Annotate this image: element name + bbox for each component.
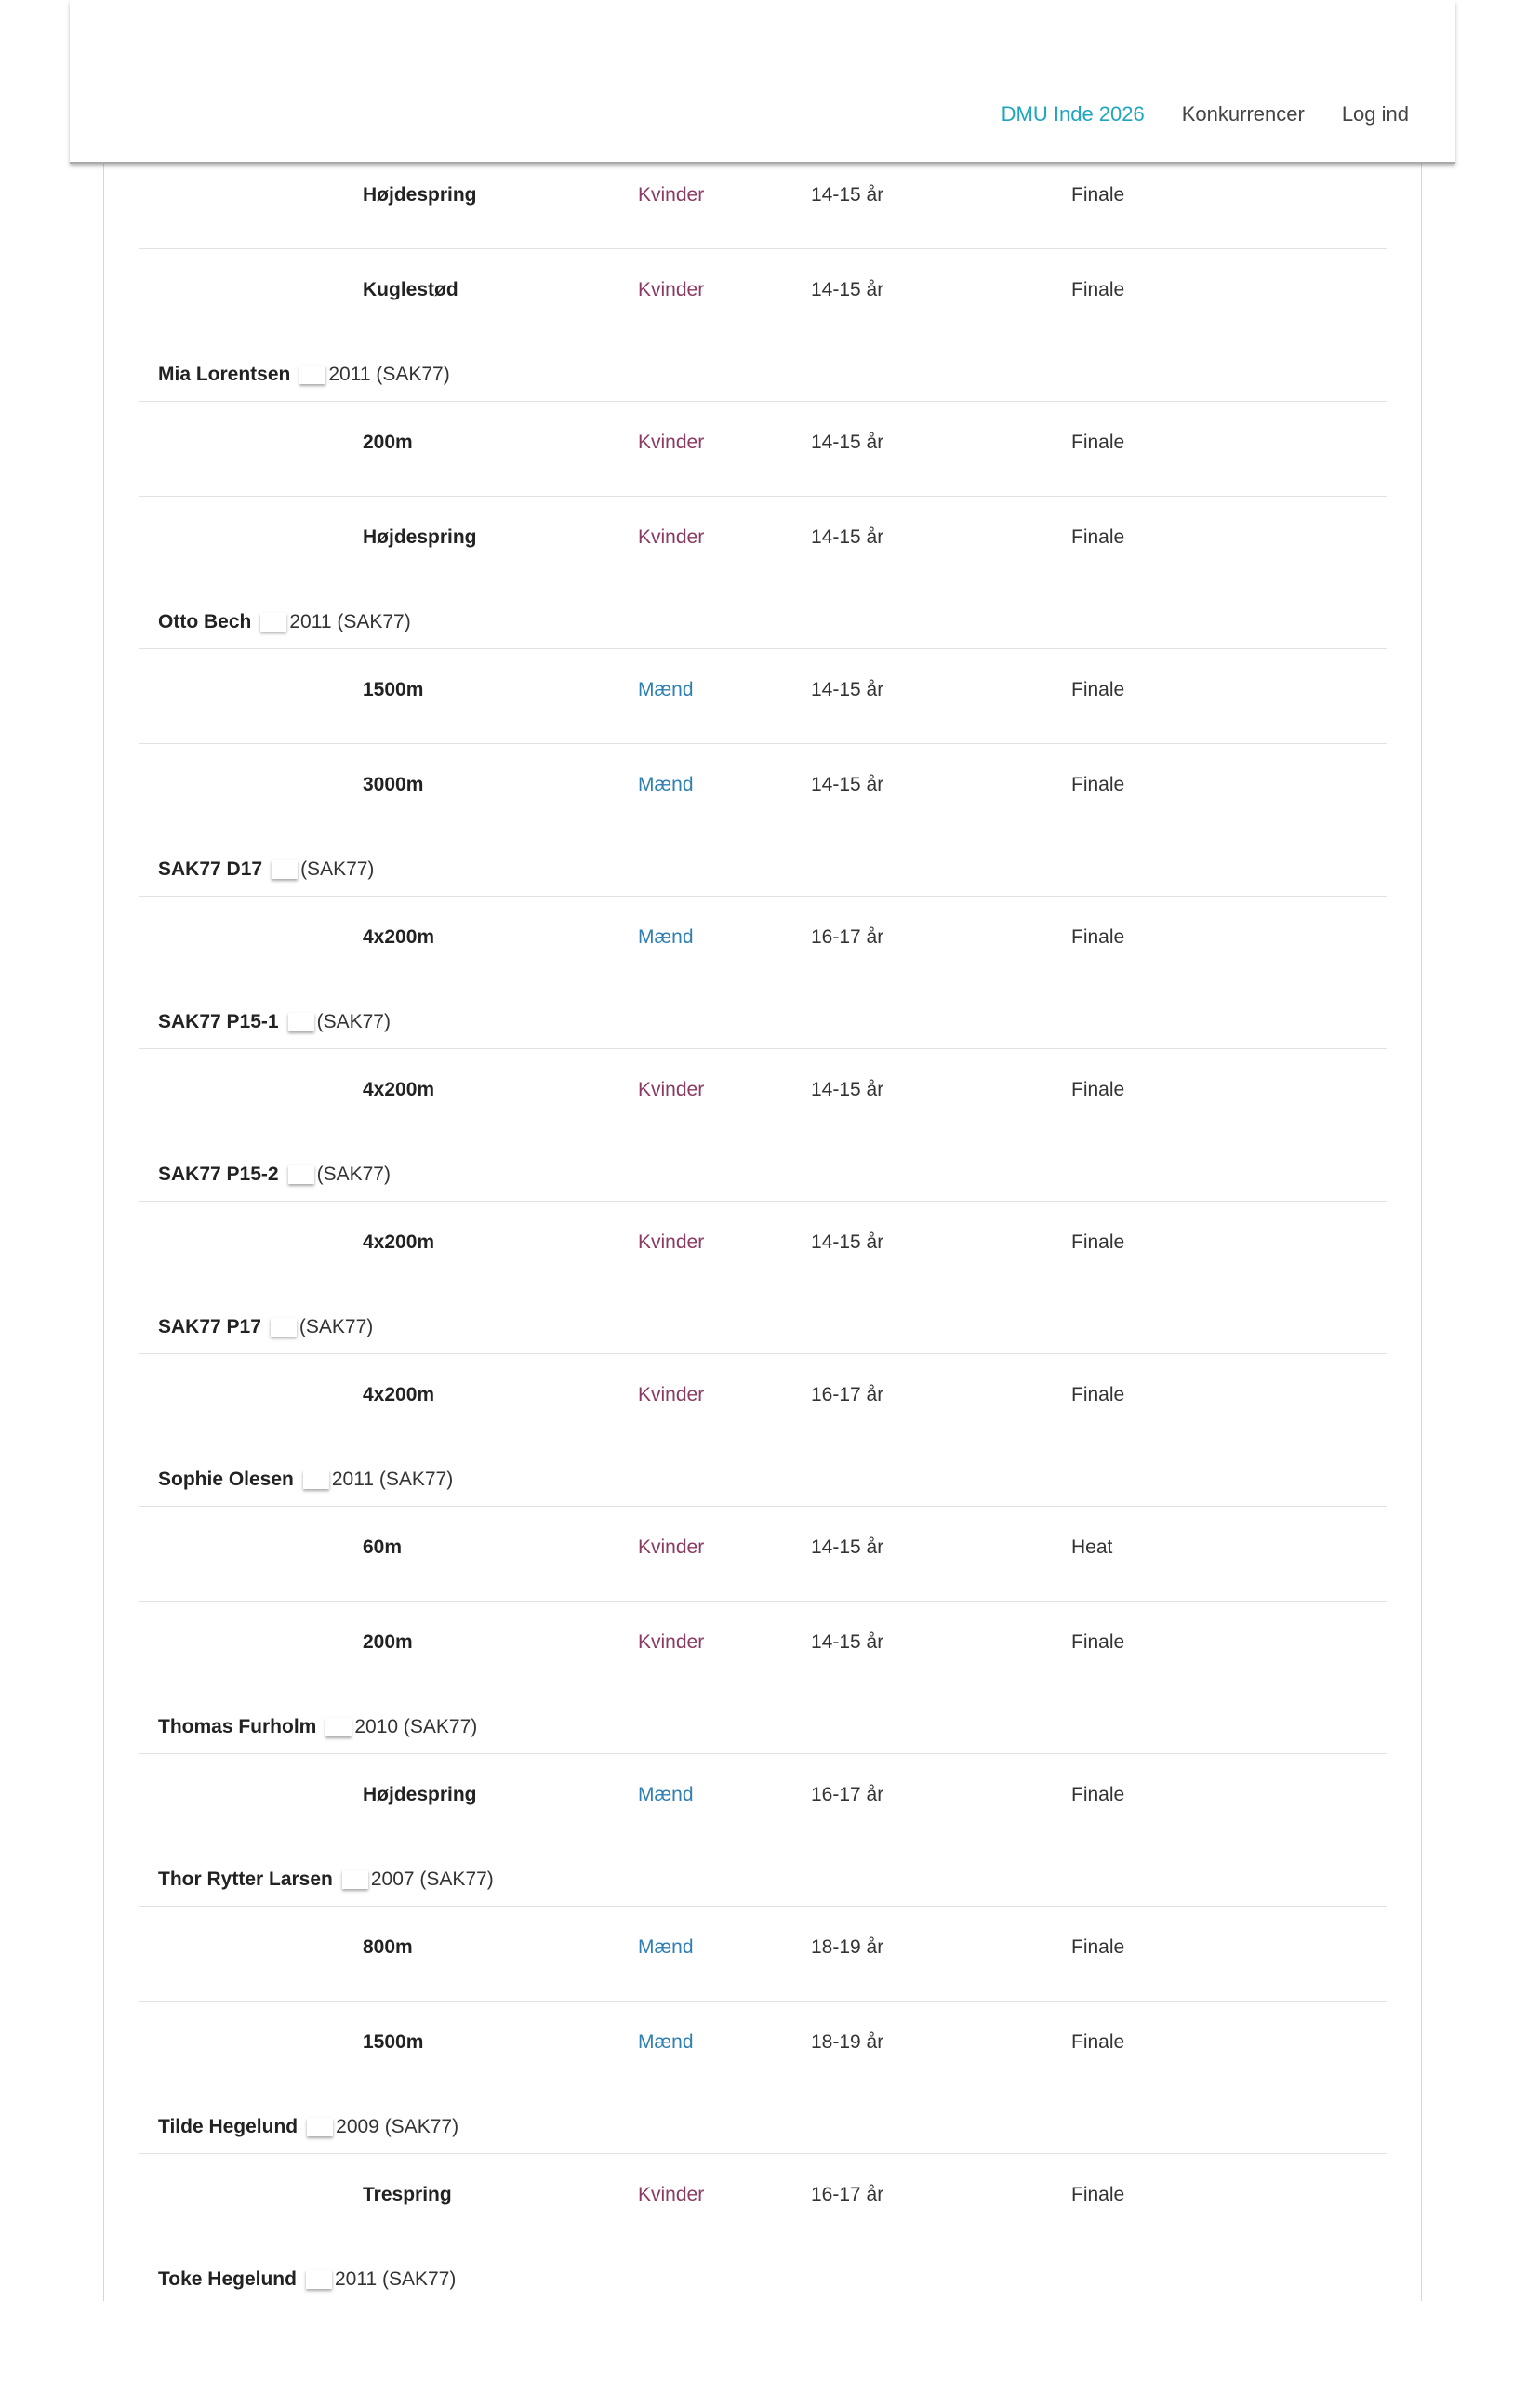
event-row[interactable] bbox=[139, 649, 1387, 744]
athlete-info bbox=[158, 1869, 494, 1891]
athlete-row bbox=[139, 991, 1387, 1049]
event-gender: Mænd bbox=[638, 1784, 694, 1805]
athlete-birthyear-club: 2011 (SAK77) bbox=[289, 611, 411, 632]
athlete-row bbox=[139, 838, 1387, 897]
nav-link-konkurrencer[interactable]: Konkurrencer bbox=[1181, 102, 1305, 126]
athlete-birthyear-club: 2011 (SAK77) bbox=[334, 2268, 457, 2290]
athlete-info bbox=[158, 611, 411, 633]
event-round: Finale bbox=[1071, 774, 1125, 795]
athlete-name[interactable]: Otto Bech bbox=[158, 611, 252, 632]
event-name: 1500m bbox=[363, 679, 424, 700]
event-age-group: 16-17 år bbox=[811, 1384, 884, 1405]
event-row[interactable] bbox=[139, 1602, 1387, 1696]
event-round: Finale bbox=[1071, 1936, 1125, 1958]
flag-icon bbox=[288, 1165, 314, 1184]
event-row[interactable] bbox=[139, 2154, 1387, 2248]
athlete-info bbox=[158, 1011, 391, 1033]
event-name: Højdespring bbox=[363, 526, 477, 548]
event-gender: Mænd bbox=[638, 679, 694, 700]
flag-icon bbox=[342, 1870, 368, 1889]
event-round: Finale bbox=[1071, 926, 1125, 948]
event-row[interactable] bbox=[139, 2002, 1387, 2095]
event-row[interactable] bbox=[139, 1202, 1387, 1296]
event-name: 1500m bbox=[363, 2031, 424, 2053]
athlete-row bbox=[139, 591, 1387, 649]
event-age-group: 14-15 år bbox=[811, 679, 884, 700]
flag-icon bbox=[271, 1318, 297, 1337]
athlete-row bbox=[139, 2095, 1387, 2154]
flag-icon bbox=[307, 2118, 333, 2136]
entries-list bbox=[139, 162, 1387, 2301]
event-gender: Kvinder bbox=[638, 432, 705, 453]
event-name: Trespring bbox=[363, 2184, 452, 2205]
event-age-group: 16-17 år bbox=[811, 926, 884, 948]
athlete-info bbox=[158, 1469, 453, 1491]
event-name: 4x200m bbox=[363, 926, 435, 948]
event-age-group: 18-19 år bbox=[811, 2031, 884, 2053]
event-round: Finale bbox=[1071, 1631, 1125, 1653]
flag-icon bbox=[325, 1718, 352, 1736]
athlete-name[interactable]: Thor Rytter Larsen bbox=[158, 1869, 333, 1890]
athlete-info bbox=[158, 1164, 391, 1186]
event-name: 200m bbox=[363, 432, 413, 453]
top-navbar bbox=[70, 0, 1455, 164]
event-name: Kuglestød bbox=[363, 279, 458, 300]
event-gender: Kvinder bbox=[638, 526, 705, 548]
event-age-group: 14-15 år bbox=[811, 1079, 884, 1100]
event-name: 60m bbox=[363, 1536, 403, 1558]
athlete-name[interactable]: SAK77 D17 bbox=[158, 858, 263, 880]
event-gender: Kvinder bbox=[638, 1384, 705, 1405]
event-round: Finale bbox=[1071, 1784, 1125, 1805]
event-row[interactable] bbox=[139, 497, 1387, 591]
event-row[interactable] bbox=[139, 1354, 1387, 1448]
event-age-group: 14-15 år bbox=[811, 1631, 884, 1653]
athlete-row bbox=[139, 343, 1387, 402]
athlete-name[interactable]: Thomas Furholm bbox=[158, 1716, 317, 1737]
athlete-birthyear-club: 2009 (SAK77) bbox=[336, 2116, 459, 2137]
athlete-row bbox=[139, 2248, 1387, 2301]
event-row[interactable] bbox=[139, 402, 1387, 497]
athlete-info bbox=[158, 858, 374, 881]
flag-icon bbox=[272, 860, 298, 879]
athlete-name[interactable]: Tilde Hegelund bbox=[158, 2116, 299, 2137]
event-gender: Kvinder bbox=[638, 2184, 705, 2205]
athlete-birthyear-club: 2007 (SAK77) bbox=[370, 1869, 494, 1890]
event-name: 4x200m bbox=[363, 1079, 435, 1100]
athlete-birthyear-club: (SAK77) bbox=[299, 1316, 374, 1337]
flag-icon bbox=[299, 366, 325, 384]
athlete-row bbox=[139, 1296, 1387, 1354]
athlete-birthyear-club: 2011 (SAK77) bbox=[328, 364, 450, 385]
event-round: Heat bbox=[1071, 1536, 1113, 1558]
event-age-group: 14-15 år bbox=[811, 526, 884, 548]
event-gender: Kvinder bbox=[638, 1631, 705, 1653]
athlete-birthyear-club: 2011 (SAK77) bbox=[331, 1469, 454, 1490]
event-name: 3000m bbox=[363, 774, 424, 795]
event-age-group: 14-15 år bbox=[811, 774, 884, 795]
event-round: Finale bbox=[1071, 2184, 1125, 2205]
event-round: Finale bbox=[1071, 679, 1125, 700]
athlete-info bbox=[158, 2268, 456, 2291]
event-gender: Kvinder bbox=[638, 279, 705, 300]
athlete-birthyear-club: 2010 (SAK77) bbox=[354, 1716, 478, 1737]
event-name: 800m bbox=[363, 1936, 413, 1958]
athlete-info bbox=[158, 364, 450, 386]
event-age-group: 14-15 år bbox=[811, 279, 884, 300]
athlete-row bbox=[139, 1448, 1387, 1507]
event-gender: Kvinder bbox=[638, 1079, 705, 1100]
event-row[interactable] bbox=[139, 249, 1387, 343]
athlete-birthyear-club: (SAK77) bbox=[316, 1164, 391, 1185]
event-gender: Kvinder bbox=[638, 1536, 705, 1558]
event-gender: Mænd bbox=[638, 1936, 694, 1958]
event-name: Højdespring bbox=[363, 184, 477, 206]
event-round: Finale bbox=[1071, 1079, 1125, 1100]
event-row[interactable] bbox=[139, 162, 1387, 249]
event-gender: Mænd bbox=[638, 926, 694, 948]
event-age-group: 16-17 år bbox=[811, 2184, 884, 2205]
event-round: Finale bbox=[1071, 526, 1125, 548]
athlete-name[interactable]: Sophie Olesen bbox=[158, 1469, 294, 1490]
event-gender: Kvinder bbox=[638, 184, 705, 206]
event-age-group: 14-15 år bbox=[811, 184, 884, 206]
event-name: 4x200m bbox=[363, 1384, 435, 1405]
event-row[interactable] bbox=[139, 897, 1387, 991]
athlete-name[interactable]: SAK77 P15-1 bbox=[158, 1011, 279, 1032]
flag-icon bbox=[260, 613, 286, 632]
athlete-name[interactable]: SAK77 P17 bbox=[158, 1316, 261, 1337]
event-gender: Mænd bbox=[638, 2031, 694, 2053]
flag-icon bbox=[306, 2270, 332, 2289]
athlete-info bbox=[158, 1316, 373, 1338]
event-round: Finale bbox=[1071, 432, 1125, 453]
athlete-row bbox=[139, 1848, 1387, 1907]
event-row[interactable] bbox=[139, 744, 1387, 838]
event-age-group: 18-19 år bbox=[811, 1936, 884, 1958]
athlete-info bbox=[158, 2116, 458, 2138]
event-gender: Mænd bbox=[638, 774, 694, 795]
event-round: Finale bbox=[1071, 2031, 1125, 2053]
event-row[interactable] bbox=[139, 1049, 1387, 1143]
event-row[interactable] bbox=[139, 1907, 1387, 2002]
flag-icon bbox=[288, 1013, 314, 1031]
event-name: 4x200m bbox=[363, 1231, 435, 1253]
event-age-group: 16-17 år bbox=[811, 1784, 884, 1805]
event-round: Finale bbox=[1071, 1231, 1125, 1253]
athlete-name[interactable]: Mia Lorentsen bbox=[158, 364, 291, 385]
event-round: Finale bbox=[1071, 184, 1125, 206]
event-row[interactable] bbox=[139, 1754, 1387, 1848]
athlete-birthyear-club: (SAK77) bbox=[300, 858, 375, 880]
athlete-birthyear-club: (SAK77) bbox=[316, 1011, 391, 1032]
entries-card bbox=[103, 162, 1422, 2301]
nav-links bbox=[1002, 102, 1409, 126]
event-name: 200m bbox=[363, 1631, 413, 1653]
athlete-row bbox=[139, 1143, 1387, 1202]
event-gender: Kvinder bbox=[638, 1231, 705, 1253]
nav-link-dmu-inde-2026[interactable]: DMU Inde 2026 bbox=[1001, 102, 1145, 126]
event-row[interactable] bbox=[139, 1507, 1387, 1602]
event-age-group: 14-15 år bbox=[811, 432, 884, 453]
athlete-row bbox=[139, 1696, 1387, 1754]
flag-icon bbox=[303, 1470, 329, 1489]
event-round: Finale bbox=[1071, 1384, 1125, 1405]
event-age-group: 14-15 år bbox=[811, 1536, 884, 1558]
athlete-name[interactable]: Toke Hegelund bbox=[158, 2268, 297, 2290]
event-age-group: 14-15 år bbox=[811, 1231, 884, 1253]
event-round: Finale bbox=[1071, 279, 1125, 300]
athlete-name[interactable]: SAK77 P15-2 bbox=[158, 1164, 279, 1185]
athlete-info bbox=[158, 1716, 477, 1738]
nav-link-log-ind[interactable]: Log ind bbox=[1341, 102, 1409, 126]
event-name: Højdespring bbox=[363, 1784, 477, 1805]
